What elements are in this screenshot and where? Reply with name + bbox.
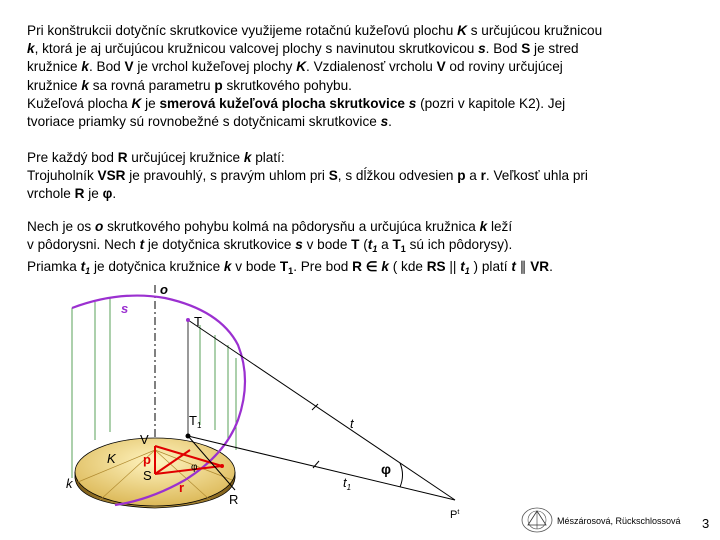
text: ∈	[361, 259, 382, 275]
line	[27, 258, 717, 280]
text: v bode	[231, 259, 280, 275]
text: ∥	[515, 259, 531, 275]
text: r	[480, 168, 486, 184]
text: sa rovná parametru	[88, 77, 215, 93]
text: , s dĺžkou odvesien	[337, 168, 458, 184]
label-Pt: $P^t$	[450, 509, 460, 521]
text: k	[27, 41, 35, 57]
text: T	[351, 237, 360, 253]
line	[27, 185, 717, 203]
text: Nech je os	[27, 219, 96, 234]
phi-arc	[400, 463, 403, 487]
text: Pri konštrukcii dotyčníc skrutkovice využijeme rotačnú kužeľovú plochu	[27, 23, 458, 38]
point-R	[220, 464, 224, 468]
text: s určujúcou kružnicou	[466, 23, 603, 38]
point-T	[186, 318, 190, 322]
text: S	[328, 168, 338, 184]
text: Priamka	[27, 259, 81, 275]
text: . Pre bod	[293, 259, 353, 275]
subscript: 1	[400, 244, 406, 255]
line	[27, 22, 717, 40]
text: t	[511, 259, 516, 275]
text: . Bod	[485, 41, 522, 57]
text: R	[117, 150, 128, 165]
text: RS	[426, 259, 446, 275]
text: R	[74, 186, 85, 202]
line	[27, 113, 717, 131]
text: vrchole	[27, 186, 75, 202]
text: φ	[102, 186, 113, 202]
label-o: o	[160, 282, 168, 297]
subscript: 1	[372, 244, 378, 255]
subscript: 1	[288, 266, 294, 277]
text: K	[131, 95, 142, 111]
text: VSR	[97, 168, 126, 184]
label-T: T	[194, 314, 202, 329]
text: a	[465, 168, 481, 184]
page-number: 3	[702, 516, 710, 531]
text: od roviny určujúcej	[445, 59, 563, 75]
label-T1: $T_1$	[189, 413, 202, 430]
text: Kužeľová plocha	[27, 95, 132, 111]
text: , ktorá je aj určujúcou kružnicou valcovej plochy s navinutou skrutkovicou	[34, 41, 479, 57]
text: o	[95, 219, 104, 234]
text: určujúcej kružnice	[127, 150, 244, 165]
text: s	[295, 237, 303, 253]
text: sú ich pôdorysy).	[405, 237, 513, 253]
text: platí:	[251, 150, 285, 165]
text: je	[84, 186, 103, 202]
label-r: r	[179, 480, 185, 495]
subscript: 1	[85, 266, 91, 277]
line	[27, 236, 717, 258]
label-S: S	[143, 468, 152, 483]
paragraph-2	[27, 149, 717, 204]
line	[27, 95, 717, 113]
text: ||	[445, 259, 461, 275]
text: s	[380, 114, 389, 130]
text: VR	[530, 259, 550, 275]
subscript: 1	[464, 266, 470, 277]
paragraph-3	[27, 218, 717, 281]
text: je pravouhlý, s pravým uhlom pri	[125, 168, 329, 184]
text: kružnice	[27, 77, 82, 93]
text: k	[81, 77, 89, 93]
label-p: p	[143, 452, 151, 467]
text: smerová kužeľová plocha skrutkovice	[159, 95, 405, 111]
text: p	[214, 77, 223, 93]
text: .	[112, 186, 117, 202]
text: k	[243, 150, 252, 165]
text: T	[392, 237, 401, 253]
logo-icon	[520, 505, 554, 535]
paragraph-1	[27, 22, 717, 131]
text: Trojuholník	[27, 168, 98, 184]
text: skrutkového pohybu.	[222, 77, 352, 93]
line	[27, 218, 717, 236]
text: t	[460, 259, 465, 275]
line	[27, 167, 717, 185]
text: .	[549, 259, 553, 275]
text: V	[124, 59, 134, 75]
line	[27, 77, 717, 95]
text: K	[457, 23, 467, 38]
text: ( kde	[388, 259, 427, 275]
label-k: k	[66, 476, 73, 491]
text: (pozri v kapitole K2). Jej	[416, 95, 566, 111]
text: je dotyčnica skrutkovice	[144, 237, 296, 253]
text: ) platí	[469, 259, 512, 275]
label-t1: $t_1$	[343, 475, 352, 492]
text: .	[388, 114, 392, 130]
text: kružnice	[27, 59, 82, 75]
text: je vrchol kužeľovej plochy	[133, 59, 297, 75]
label-t: t	[350, 416, 354, 431]
text: K	[296, 59, 307, 75]
label-phi: φ	[381, 461, 392, 477]
helix-cone-figure	[0, 280, 720, 540]
text: a	[377, 237, 393, 253]
text: tvoriace priamky sú rovnobežné s dotyčnicami skrutkovice	[27, 114, 381, 130]
text: p	[457, 168, 466, 184]
text: v pôdorysni. Nech	[27, 237, 140, 253]
text: je	[141, 95, 160, 111]
line	[27, 40, 717, 58]
label-V: V	[140, 432, 149, 447]
text: R	[352, 259, 362, 275]
text: s	[408, 95, 417, 111]
text: . Veľkosť uhla pri	[485, 168, 588, 184]
text: s	[478, 41, 486, 57]
text: k	[381, 259, 389, 275]
text: je stred	[530, 41, 579, 57]
label-phi-small: φ	[191, 462, 198, 473]
text: . Bod	[88, 59, 125, 75]
text: k	[81, 59, 89, 75]
line	[27, 58, 717, 76]
label-s: s	[121, 301, 129, 316]
text: k	[223, 259, 232, 275]
text: k	[479, 219, 488, 234]
text: T	[279, 259, 289, 275]
text: skrutkového pohybu kolmá na pôdorysňu a určujúca kružnica	[103, 219, 480, 234]
text: t	[367, 237, 373, 253]
text: v bode	[302, 237, 352, 253]
text: Pre každý bod	[27, 150, 118, 165]
text: t	[139, 237, 145, 253]
text: (	[359, 237, 368, 253]
text: . Vzdialenosť vrcholu	[306, 59, 437, 75]
label-R: R	[229, 492, 239, 507]
text: S	[521, 41, 531, 57]
label-K: K	[107, 451, 116, 466]
line	[27, 149, 717, 167]
footer-authors: Mészárosová, Rückschlossová	[557, 516, 681, 526]
text: t	[80, 259, 86, 275]
text: V	[436, 59, 446, 75]
text: leží	[487, 219, 513, 234]
text: je dotyčnica kružnice	[90, 259, 224, 275]
